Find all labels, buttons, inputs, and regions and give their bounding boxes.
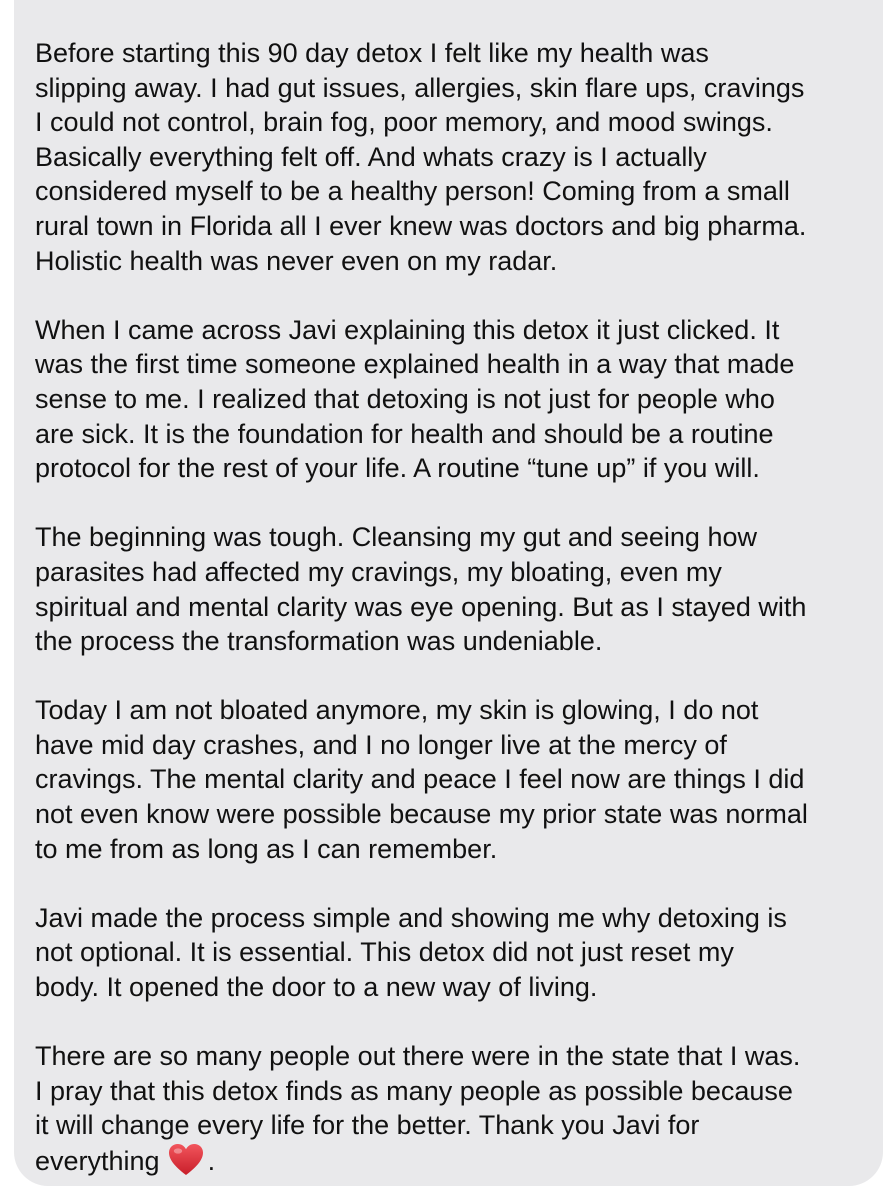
paragraph-6-text: There are so many people out there were in the state that I was. I pray that this detox finds as many people as possible because it will change every life for the better. Thank you Javi for everything [35, 1041, 801, 1176]
trailing-period: . [207, 1146, 216, 1176]
paragraph-1: Before starting this 90 day detox I felt like my health was slipping away. I had gut issues, allergies, skin flare ups, cravings I could not control, brain fog, poor memory, and mood swings. Basically everything felt off. And whats crazy is I actually considered myself to be a healthy person! Coming from a small rural town in Florida all I ever knew was doctors and big pharma. Holistic health was never even on my radar. [35, 38, 807, 276]
message-text [35, 36, 885, 1179]
paragraph-5: Javi made the process simple and showing me why detoxing is not optional. It is essential. This detox did not just reset my body. It opened the door to a new way of living. [35, 902, 787, 1003]
paragraph-4: Today I am not bloated anymore, my skin is glowing, I do not have mid day crashes, and I no longer live at the mercy of cravings. The mental clarity and peace I feel now are things I did not even know were possible because my prior state was normal to me from as long as I can remember. [35, 695, 808, 864]
heart-icon [168, 1143, 204, 1177]
paragraph-3: The beginning was tough. Cleansing my gut and seeing how parasites had affected my cravings, my bloating, even my spiritual and mental clarity was eye opening. But as I stayed with the process the transformation was undeniable. [35, 522, 807, 657]
paragraph-6 [35, 1039, 885, 1178]
paragraph-2: When I came across Javi explaining this detox it just clicked. It was the first time someone explained health in a way that made sense to me. I realized that detoxing is not just for people who are sick. It is the foundation for health and should be a routine protocol for the rest of your life. A routine “tune up” if you will. [35, 314, 795, 484]
